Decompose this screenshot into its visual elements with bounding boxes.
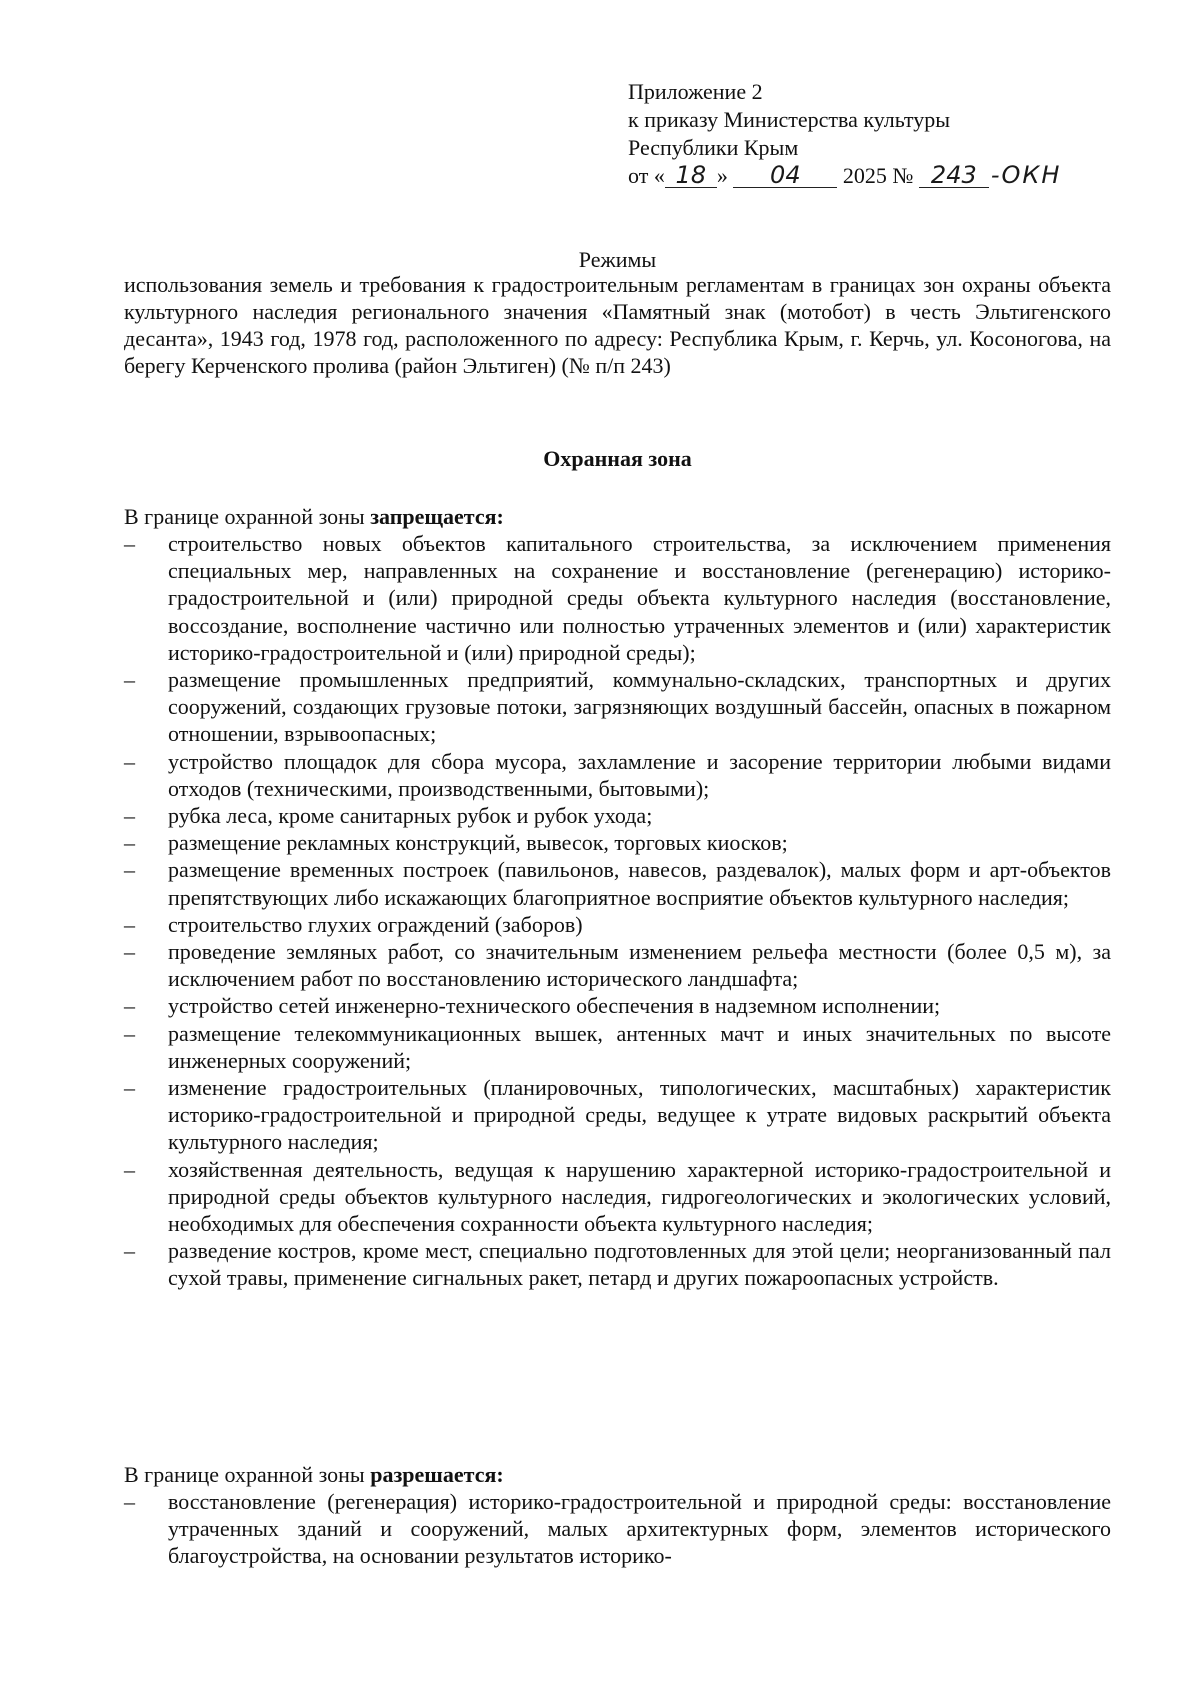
list-item — [124, 992, 1111, 1019]
list-item — [124, 1488, 1111, 1570]
list-item — [124, 856, 1111, 910]
allowed-lead-text: В границе охранной зоны — [124, 1462, 371, 1487]
prohibited-list — [124, 530, 1111, 1292]
list-item — [124, 1020, 1111, 1074]
prohibited-keyword: запрещается: — [370, 504, 504, 529]
list-item — [124, 911, 1111, 938]
prohibited-lead — [124, 503, 1111, 530]
dash-bullet: – — [124, 1489, 135, 1514]
list-item — [124, 1156, 1111, 1238]
document-title: Режимы — [578, 247, 657, 272]
list-item-text: размещение рекламных конструкций, вывесок, торговых киосков; — [168, 830, 788, 856]
list-item-text: устройство сетей инженерно-технического обеспечения в надземном исполнении; — [168, 993, 941, 1019]
dash-bullet: – — [124, 1075, 135, 1101]
list-item-text: проведение земляных работ, со значительным изменением рельефа местности (более 0,5 м), за исключением работ по восстановлению исторического ландшафта; — [168, 939, 1111, 992]
list-item-text: размещение временных построек (павильонов, навесов, раздевалок), малых форм и арт-объектов препятствующих либо искажающих благоприятное восприятие объектов культурного наследия; — [168, 857, 1111, 910]
handwritten-order-number: 243 — [919, 163, 989, 188]
appendix-date-line — [628, 162, 1063, 190]
list-item — [124, 748, 1111, 802]
date-mid: » — [716, 163, 728, 188]
dash-bullet: – — [124, 531, 135, 556]
list-item-text: строительство глухих ограждений (заборов) — [168, 911, 583, 937]
year-and-number-sign: 2025 № — [842, 163, 914, 188]
appendix-line-2: к приказу Министерства культуры — [628, 107, 951, 132]
list-item-text: размещение промышленных предприятий, коммунально-складских, транспортных и других сооружений, создающих грузовые потоки, загрязняющих воздушный бассейн, опасных в пожарном отношении, взрывоопасных; — [168, 667, 1111, 747]
dash-bullet: – — [124, 830, 135, 856]
date-prefix: от « — [628, 163, 665, 188]
list-item — [124, 666, 1111, 748]
list-item-text: рубка леса, кроме санитарных рубок и рубок ухода; — [168, 803, 653, 829]
dash-bullet: – — [124, 939, 135, 965]
dash-bullet: – — [124, 1020, 135, 1046]
document-subtitle: использования земель и требования к градостроительным регламентам в границах зон охраны объекта культурного наследия регионального значения «Памятный знак (мотобот) в честь Эльтигенского десанта», 1943 год, 1978 год, расположенного по адресу: Республика Крым, г. Керчь, ул. Косоногова, на берегу Керченского пролива (район Эльтиген) (№ п/п 243) — [124, 272, 1111, 378]
appendix-block — [628, 78, 1063, 190]
list-item-text: разведение костров, кроме мест, специально подготовленных для этой цели; неорганизованный пал сухой травы, применение сигнальных ракет, петард и других пожароопасных устройств. — [168, 1238, 1111, 1291]
appendix-line-1: Приложение 2 — [628, 79, 763, 104]
list-item-text: восстановление (регенерация) историко-градостроительной и природной среды: восстановление утраченных зданий и сооружений, малых архитектурных форм, элементов исторического благоустройства, на основании результатов историко- — [168, 1489, 1111, 1569]
dash-bullet: – — [124, 857, 135, 883]
list-item — [124, 1074, 1111, 1156]
list-item-text: устройство площадок для сбора мусора, захламление и засорение территории любыми видами отходов (техническими, производственными, бытовыми); — [168, 748, 1111, 801]
section-title: Охранная зона — [543, 446, 692, 471]
allowed-list — [124, 1488, 1111, 1570]
list-item — [124, 802, 1111, 829]
list-item — [124, 938, 1111, 992]
list-item-text: строительство новых объектов капитального строительства, за исключением применения специальных мер, направленных на сохранение и восстановление (регенерацию) историко-градостроительной и (или) природной среды объекта культурного наследия (восстановление, воссоздание, восполнение частично или полностью утраченных элементов и (или) характеристик историко-градостроительной и (или) природной среды); — [168, 531, 1111, 665]
dash-bullet: – — [124, 1238, 135, 1264]
list-item — [124, 829, 1111, 856]
appendix-line-3: Республики Крым — [628, 135, 799, 160]
list-item-text: размещение телекоммуникационных вышек, антенных мачт и иных значительных по высоте инженерных сооружений; — [168, 1020, 1111, 1073]
handwritten-month: 04 — [733, 163, 837, 188]
dash-bullet: – — [124, 1156, 135, 1182]
dash-bullet: – — [124, 748, 135, 774]
list-item — [124, 530, 1111, 666]
allowed-lead — [124, 1461, 1111, 1488]
dash-bullet: – — [124, 911, 135, 937]
list-item — [124, 1237, 1111, 1291]
prohibited-lead-text: В границе охранной зоны — [124, 504, 371, 529]
dash-bullet: – — [124, 993, 135, 1019]
handwritten-order-suffix: -ОКН — [990, 161, 1062, 189]
dash-bullet: – — [124, 667, 135, 693]
list-item-text: изменение градостроительных (планировочных, типологических, масштабных) характеристик историко-градостроительной и природной среды, ведущее к утрате видовых раскрытий объекта культурного наследия; — [168, 1075, 1111, 1155]
dash-bullet: – — [124, 803, 135, 829]
list-item-text: хозяйственная деятельность, ведущая к нарушению характерной историко-градостроительной и природной среды объектов культурного наследия, гидрогеологических и экологических условий, необходимых для обеспечения сохранности объекта культурного наследия; — [168, 1156, 1111, 1237]
handwritten-day: 18 — [665, 163, 717, 188]
allowed-keyword: разрешается: — [370, 1462, 504, 1487]
